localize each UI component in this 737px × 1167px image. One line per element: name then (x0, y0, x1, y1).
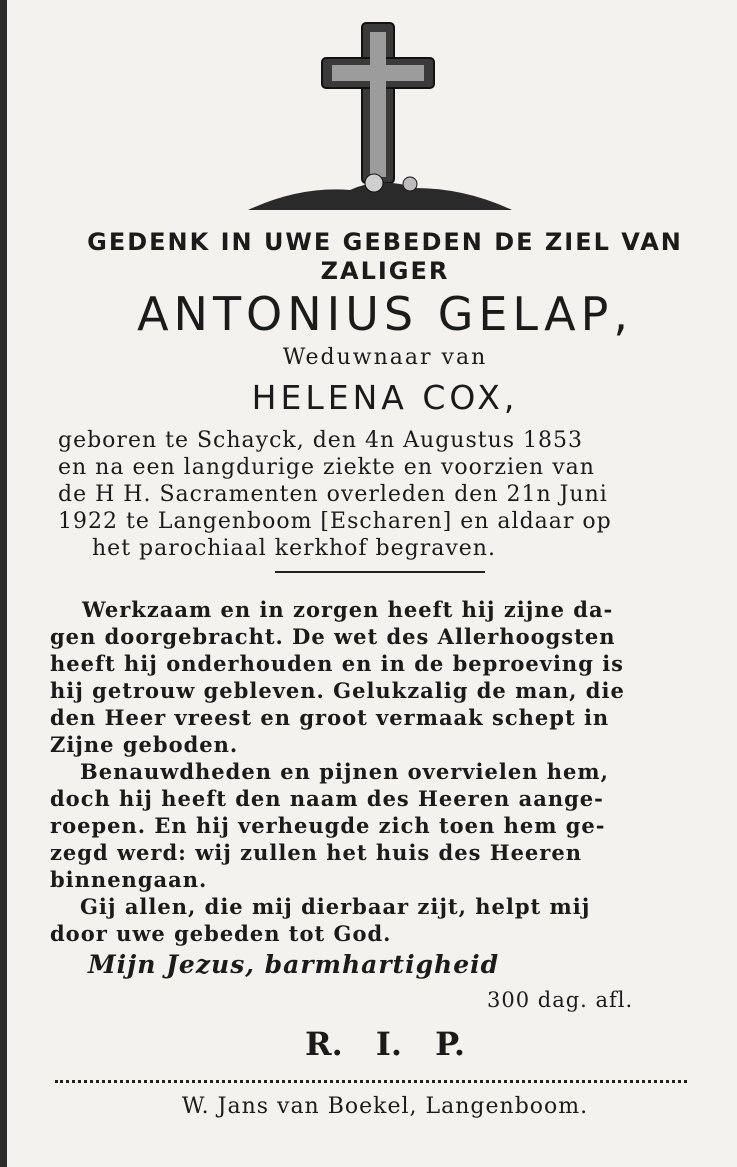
dotted-divider (55, 1080, 687, 1083)
biography-line: het parochiaal kerkhof begraven. (92, 536, 496, 561)
text-line: Werkzaam en in zorgen heeft hij zijne da- (82, 597, 614, 622)
text-line: roepen. En hij verheugde zich toen hem ge- (50, 813, 606, 838)
text-line: heeft hij onderhouden en in de beproeving is (50, 651, 624, 676)
rip-text: R. I. P. (304, 1025, 466, 1063)
text-line: Benauwdheden en pijnen overvielen hem, (80, 759, 609, 784)
text-line: binnengaan. (50, 867, 208, 892)
prayer-line: Mijn Jezus, barmhartigheid (88, 950, 500, 979)
scan-edge (0, 0, 7, 1167)
printer-credit: W. Jans van Boekel, Langenboom. (181, 1094, 589, 1119)
cross-icon (240, 18, 520, 223)
divider (275, 571, 485, 573)
deceased-name: ANTONIUS GELAP, (137, 287, 633, 341)
biography-line: 1922 te Langenboom [Escharen] en aldaar op (58, 509, 612, 534)
text-line: Zijne geboden. (50, 732, 239, 757)
text-line: gen doorgebracht. De wet des Allerhoogsten (50, 624, 616, 649)
biography-line: en na een langdurige ziekte en voorzien van (58, 455, 595, 480)
text-line: doch hij heeft den naam des Heeren aange- (50, 786, 604, 811)
text-line: zegd werd: wij zullen het huis des Heeren (50, 840, 582, 865)
relation-label: Weduwnaar van (282, 345, 488, 370)
text-line: Gij allen, die mij dierbaar zijt, helpt mij (80, 894, 591, 919)
heading-line-2: ZALIGER (320, 257, 450, 285)
biography-line: de H H. Sacramenten overleden den 21n Juni (58, 482, 608, 507)
text-line: den Heer vreest en groot vermaak schept in (50, 705, 610, 730)
spouse-name: HELENA COX, (251, 378, 519, 417)
indulgence-note: 300 dag. afl. (487, 988, 634, 1012)
text-line: door uwe gebeden tot God. (50, 921, 392, 946)
heading-line-1: GEDENK IN UWE GEBEDEN DE ZIEL VAN (87, 228, 683, 256)
biography-line: geboren te Schayck, den 4n Augustus 1853 (58, 428, 584, 453)
text-line: hij getrouw gebleven. Gelukzalig de man, die (50, 678, 625, 703)
